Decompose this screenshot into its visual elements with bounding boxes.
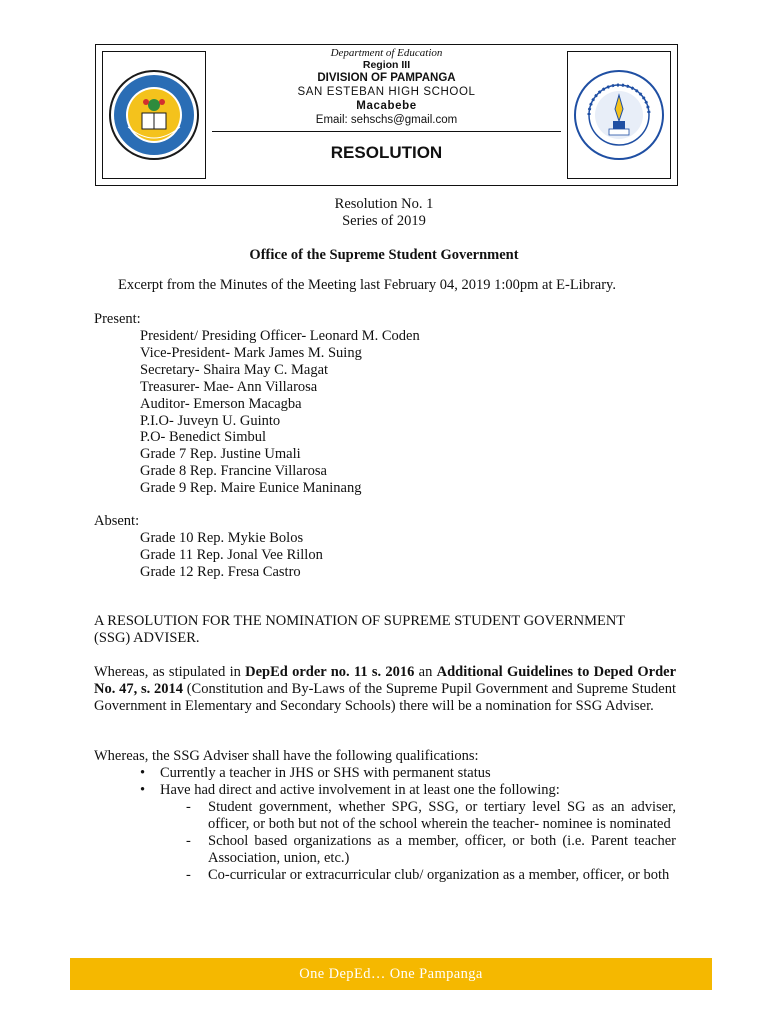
meeting-excerpt: Excerpt from the Minutes of the Meeting last February 04, 2019 1:00pm at E-Library. <box>118 277 616 293</box>
school-email: Email: sehschs@gmail.com <box>315 114 458 126</box>
involvement-text: Student government, whether SPG, SSG, or tertiary level SG as an adviser, officer, or both but not of the school wherein the teacher- nominee is nominated <box>208 799 676 832</box>
involvement-list <box>186 799 676 884</box>
guidelines-reference: Additional Guidelines to Deped Order No. 47, s. 2014 <box>94 664 677 697</box>
town-name: Macabebe <box>356 100 417 112</box>
whereas-paragraph-1 <box>94 664 676 715</box>
present-member: President/ Presiding Officer- Leonard M. Coden <box>140 328 420 344</box>
deped-seal-icon <box>108 69 200 161</box>
resolution-title-line: A RESOLUTION FOR THE NOMINATION OF SUPREME STUDENT GOVERNMENT <box>94 613 626 629</box>
dash-icon: - <box>186 799 191 815</box>
resolution-title <box>94 613 676 647</box>
present-label: Present: <box>94 311 141 327</box>
absent-member: Grade 10 Rep. Mykie Bolos <box>140 530 304 546</box>
qualification-text: Have had direct and active involvement in at least one the following: <box>160 782 560 798</box>
resolution-title-line: (SSG) ADVISER. <box>94 630 200 646</box>
present-member: Grade 9 Rep. Maire Eunice Maninang <box>140 480 362 497</box>
dash-icon: - <box>186 833 191 849</box>
present-member: Vice-President- Mark James M. Suing <box>140 344 362 361</box>
footer-banner: One DepEd… One Pampanga <box>70 958 712 990</box>
present-member: P.I.O- Juveyn U. Guinto <box>140 412 281 429</box>
resolution-number: Resolution No. 1 <box>334 196 434 212</box>
present-list <box>140 328 420 497</box>
involvement-text: School based organizations as a member, officer, or both (i.e. Parent teacher Association, union, etc.) <box>208 833 676 866</box>
division-name: DIVISION OF PAMPANGA <box>317 72 456 84</box>
involvement-item <box>186 799 676 833</box>
absent-member: Grade 11 Rep. Jonal Vee Rillon <box>140 546 323 563</box>
resolution-series: Series of 2019 <box>342 213 426 229</box>
left-seal-box <box>102 51 206 179</box>
absent-label: Absent: <box>94 513 140 529</box>
letterhead <box>95 44 678 186</box>
present-member: Grade 8 Rep. Francine Villarosa <box>140 463 327 480</box>
whereas-paragraph-2: Whereas, the SSG Adviser shall have the following qualifications: <box>94 748 479 764</box>
right-seal-box <box>567 51 671 179</box>
present-member: Auditor- Emerson Macagba <box>140 395 302 412</box>
involvement-text: Co-curricular or extracurricular club/ organization as a member, officer, or both <box>208 867 670 883</box>
involvement-item <box>186 833 676 867</box>
department-name: Department of Education <box>330 47 443 59</box>
present-member: Secretary- Shaira May C. Magat <box>140 361 329 378</box>
whereas-text: (Constitution and By-Laws of the Supreme Pupil Government and Supreme Student Government in Elementary and Secondary Schools) there will be a nomination for SSG Adviser. <box>94 681 676 714</box>
whereas-text: Whereas, as stipulated in <box>94 664 246 680</box>
deped-order-reference: DepEd order no. 11 s. 2016 <box>245 664 415 680</box>
involvement-item <box>186 867 676 884</box>
document-type-title: RESOLUTION <box>330 143 443 162</box>
region-name: Region III <box>362 59 411 71</box>
dash-icon: - <box>186 867 191 883</box>
school-seal-icon <box>573 69 665 161</box>
absent-list <box>140 530 323 581</box>
present-member: Treasurer- Mae- Ann Villarosa <box>140 378 318 395</box>
office-name: Office of the Supreme Student Government <box>249 247 519 263</box>
school-name: SAN ESTEBAN HIGH SCHOOL <box>297 86 476 98</box>
absent-member: Grade 12 Rep. Fresa Castro <box>140 563 301 580</box>
letterhead-center <box>212 45 561 185</box>
present-member: P.O- Benedict Simbul <box>140 429 267 446</box>
present-member: Grade 7 Rep. Justine Umali <box>140 446 301 463</box>
qualification-list <box>140 765 680 799</box>
bullet-icon: • <box>140 782 146 798</box>
qualification-item <box>140 782 680 799</box>
qualification-item <box>140 765 680 782</box>
bullet-icon: • <box>140 765 146 781</box>
qualification-text: Currently a teacher in JHS or SHS with permanent status <box>160 765 491 781</box>
whereas-text: an <box>414 664 437 680</box>
letterhead-info <box>212 45 561 132</box>
